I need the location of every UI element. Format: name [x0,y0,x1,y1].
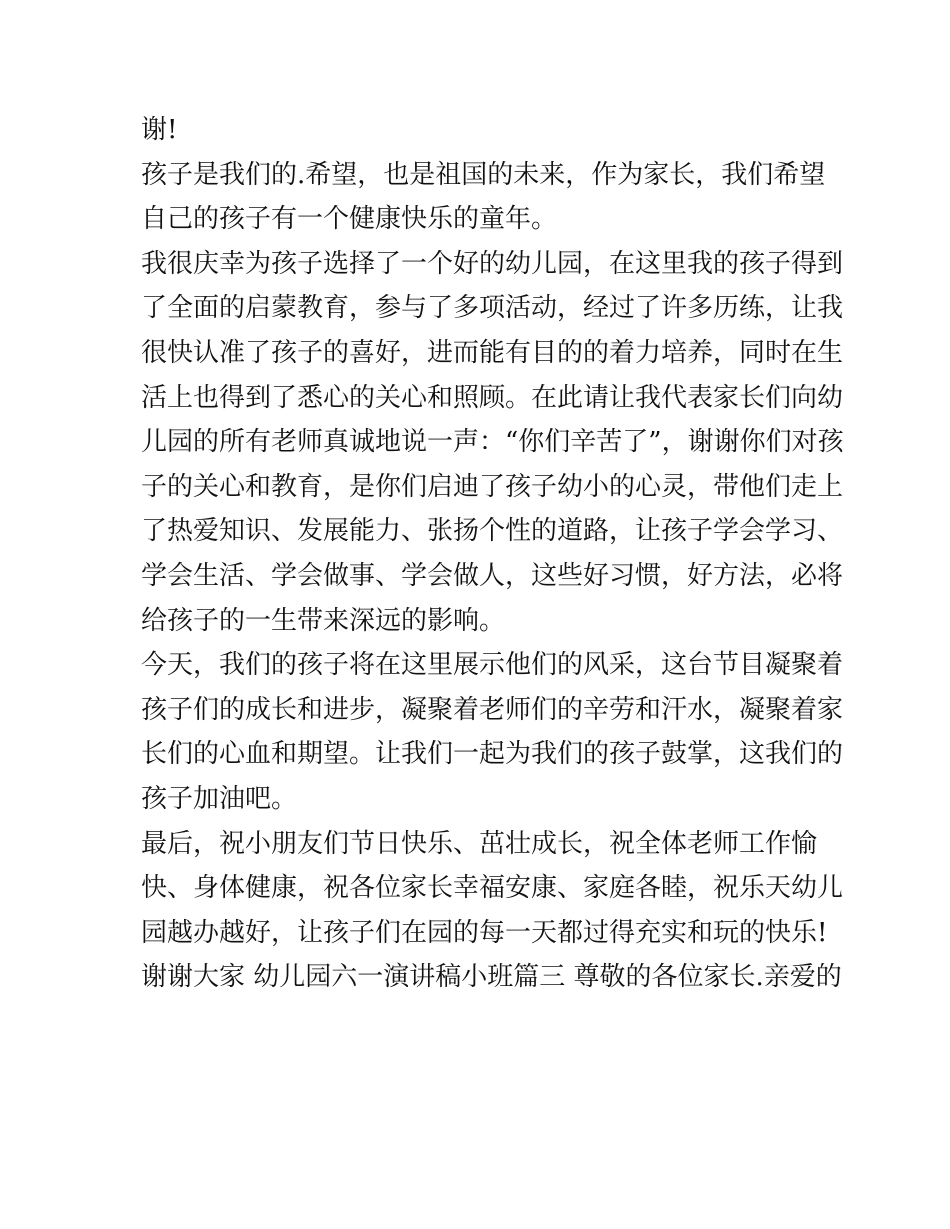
text-line: 快、身体健康，祝各位家长幸福安康、家庭各睦，祝乐天幼儿 [141,873,844,904]
text-line: 很快认准了孩子的喜好，进而能有目的的着力培养，同时在生 [141,337,844,368]
text-line: 我很庆幸为孩子选择了一个好的幼儿园，在这里我的孩子得到 [141,248,844,279]
text-line: 学会生活、学会做事、学会做人，这些好习惯，好方法，必将 [141,560,844,591]
text-line: 子的关心和教育，是你们启迪了孩子幼小的心灵，带他们走上 [141,471,844,502]
text-line: 最后，祝小朋友们节日快乐、茁壮成长，祝全体老师工作愉 [141,828,818,859]
text-line: 了热爱知识、发展能力、张扬个性的道路，让孩子学会学习、 [141,516,844,547]
text-line: 自己的孩子有一个健康快乐的童年。 [141,204,558,235]
document-body [141,108,844,1000]
text-line: 谢! [141,115,178,145]
text-line: 长们的心血和期望。让我们一起为我们的孩子鼓掌，这我们的 [141,739,844,770]
text-line: 给孩子的一生带来深远的影响。 [141,605,506,636]
text-line: 孩子们的成长和进步，凝聚着老师们的辛劳和汗水，凝聚着家 [141,694,844,725]
text-line: 活上也得到了悉心的关心和照顾。在此请让我代表家长们向幼 [141,382,844,413]
text-line: 园越办越好，让孩子们在园的每一天都过得充实和玩的快乐! [141,917,828,948]
text-line: 了全面的启蒙教育，参与了多项活动，经过了许多历练，让我 [141,293,844,324]
text-line: 孩子加油吧。 [141,783,298,814]
text-line: 儿园的所有老师真诚地说一声：“你们辛苦了”，谢谢你们对孩 [141,427,844,458]
text-line: 今天，我们的孩子将在这里展示他们的风采，这台节目凝聚着 [141,650,844,681]
text-line: 孩子是我们的.希望，也是祖国的未来，作为家长，我们希望 [141,159,826,190]
text-line: 谢谢大家 幼儿园六一演讲稿小班篇三 尊敬的各位家长.亲爱的 [141,962,842,993]
